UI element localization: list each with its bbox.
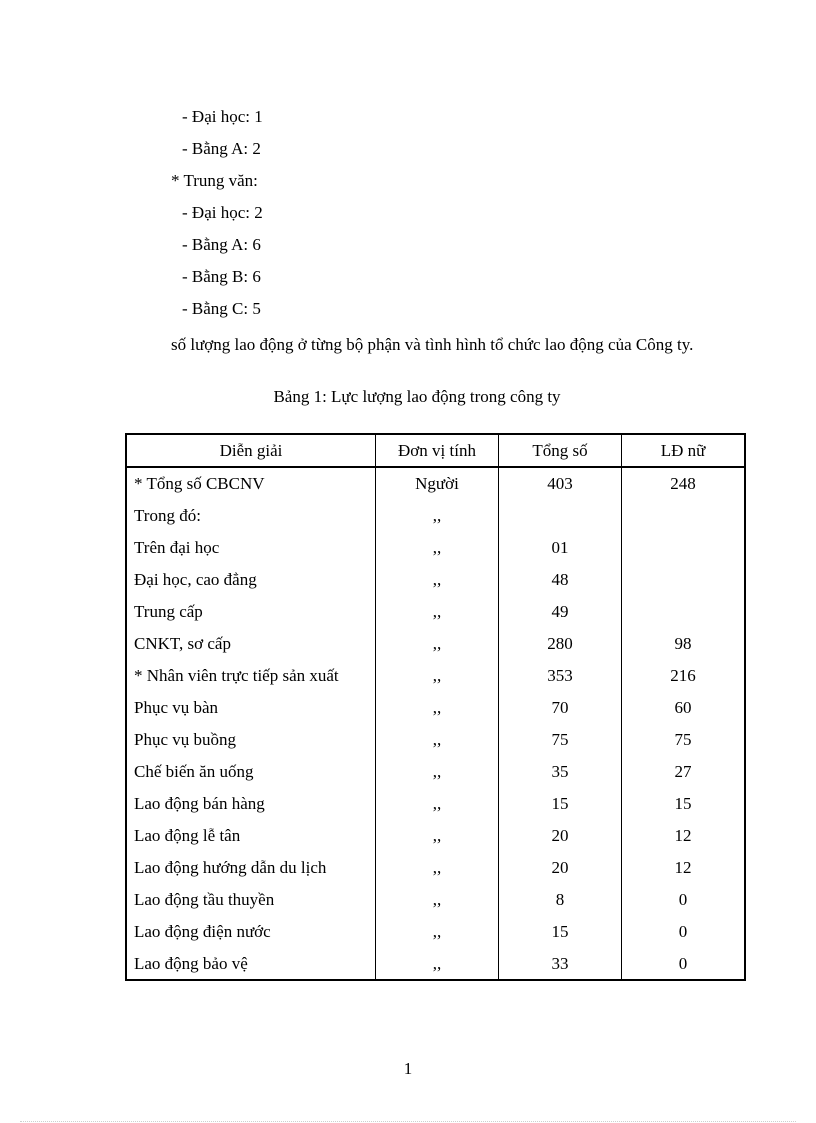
cell-unit: ,, <box>375 788 498 820</box>
cell-female: 12 <box>622 852 745 884</box>
page-number: 1 <box>403 1059 413 1078</box>
table-row <box>126 692 745 724</box>
cell-total: 20 <box>499 820 622 852</box>
cell-female: 12 <box>622 820 745 852</box>
intro-line-bang-a-1: - Bằng A: 2 <box>182 139 261 158</box>
cell-unit: ,, <box>375 852 498 884</box>
header-don-vi-tinh: Đơn vị tính <box>375 434 498 467</box>
cell-description: Lao động bán hàng <box>126 788 375 820</box>
cell-unit: ,, <box>375 884 498 916</box>
cell-description: Chế biến ăn uống <box>126 756 375 788</box>
table-caption: Bảng 1: Lực lượng lao động trong công ty <box>273 387 561 406</box>
cell-description: Lao động bảo vệ <box>126 948 375 980</box>
cell-female: 15 <box>622 788 745 820</box>
intro-line-bang-a-2: - Bằng A: 6 <box>182 235 261 254</box>
cell-description: CNKT, sơ cấp <box>126 628 375 660</box>
cell-unit: ,, <box>375 596 498 628</box>
labor-force-table <box>125 433 746 981</box>
cell-total: 15 <box>499 916 622 948</box>
cell-unit: ,, <box>375 564 498 596</box>
cell-unit: ,, <box>375 500 498 532</box>
cell-description: Trong đó: <box>126 500 375 532</box>
cell-total <box>499 500 622 532</box>
table-row <box>126 724 745 756</box>
cell-female: 248 <box>622 467 745 500</box>
cell-female: 0 <box>622 884 745 916</box>
table-row <box>126 500 745 532</box>
cell-unit: ,, <box>375 756 498 788</box>
cell-description: Trung cấp <box>126 596 375 628</box>
cell-female: 0 <box>622 948 745 980</box>
cell-unit: ,, <box>375 820 498 852</box>
cell-female <box>622 500 745 532</box>
cell-total: 33 <box>499 948 622 980</box>
table-row <box>126 916 745 948</box>
cell-total: 8 <box>499 884 622 916</box>
cell-description: Trên đại học <box>126 532 375 564</box>
cell-total: 20 <box>499 852 622 884</box>
header-tong-so: Tổng số <box>499 434 622 467</box>
table-row <box>126 467 745 500</box>
cell-total: 35 <box>499 756 622 788</box>
cell-description: Đại học, cao đẳng <box>126 564 375 596</box>
cell-total: 49 <box>499 596 622 628</box>
cell-description: Lao động lễ tân <box>126 820 375 852</box>
cell-total: 01 <box>499 532 622 564</box>
cell-unit: ,, <box>375 692 498 724</box>
cell-female <box>622 596 745 628</box>
cell-unit: ,, <box>375 724 498 756</box>
table-row <box>126 660 745 692</box>
cell-female: 0 <box>622 916 745 948</box>
table-row <box>126 852 745 884</box>
table-row <box>126 820 745 852</box>
table-row <box>126 948 745 980</box>
intro-line-dai-hoc-2: - Đại học: 2 <box>182 203 263 222</box>
page-bottom-divider <box>20 1121 796 1122</box>
cell-unit: ,, <box>375 532 498 564</box>
cell-description: Lao động điện nước <box>126 916 375 948</box>
cell-unit: ,, <box>375 948 498 980</box>
cell-unit: Người <box>375 467 498 500</box>
intro-line-bang-b: - Bằng B: 6 <box>182 267 261 286</box>
cell-total: 353 <box>499 660 622 692</box>
cell-female: 75 <box>622 724 745 756</box>
table-row <box>126 628 745 660</box>
cell-female <box>622 564 745 596</box>
cell-unit: ,, <box>375 916 498 948</box>
header-ld-nu: LĐ nữ <box>622 434 745 467</box>
body-paragraph: số lượng lao động ở từng bộ phận và tình hình tổ chức lao động của Công ty. <box>171 335 694 354</box>
cell-female: 216 <box>622 660 745 692</box>
cell-female <box>622 532 745 564</box>
header-dien-giai: Diễn giải <box>126 434 375 467</box>
cell-total: 15 <box>499 788 622 820</box>
intro-line-dai-hoc-1: - Đại học: 1 <box>182 107 263 126</box>
intro-line-bang-c: - Bằng C: 5 <box>182 299 261 318</box>
cell-description: Lao động hướng dẫn du lịch <box>126 852 375 884</box>
table-row <box>126 596 745 628</box>
cell-female: 27 <box>622 756 745 788</box>
cell-description: Phục vụ buồng <box>126 724 375 756</box>
cell-description: Lao động tầu thuyền <box>126 884 375 916</box>
cell-description: * Nhân viên trực tiếp sản xuất <box>126 660 375 692</box>
intro-heading-trung-van: * Trung văn: <box>171 171 258 190</box>
cell-total: 403 <box>499 467 622 500</box>
table-row <box>126 564 745 596</box>
cell-total: 48 <box>499 564 622 596</box>
cell-description: Phục vụ bàn <box>126 692 375 724</box>
cell-unit: ,, <box>375 628 498 660</box>
cell-total: 75 <box>499 724 622 756</box>
table-row <box>126 788 745 820</box>
table-header-row <box>126 434 745 467</box>
cell-description: * Tổng số CBCNV <box>126 467 375 500</box>
cell-unit: ,, <box>375 660 498 692</box>
table-row <box>126 756 745 788</box>
cell-total: 280 <box>499 628 622 660</box>
cell-total: 70 <box>499 692 622 724</box>
table-row <box>126 884 745 916</box>
table-row <box>126 532 745 564</box>
cell-female: 60 <box>622 692 745 724</box>
cell-female: 98 <box>622 628 745 660</box>
